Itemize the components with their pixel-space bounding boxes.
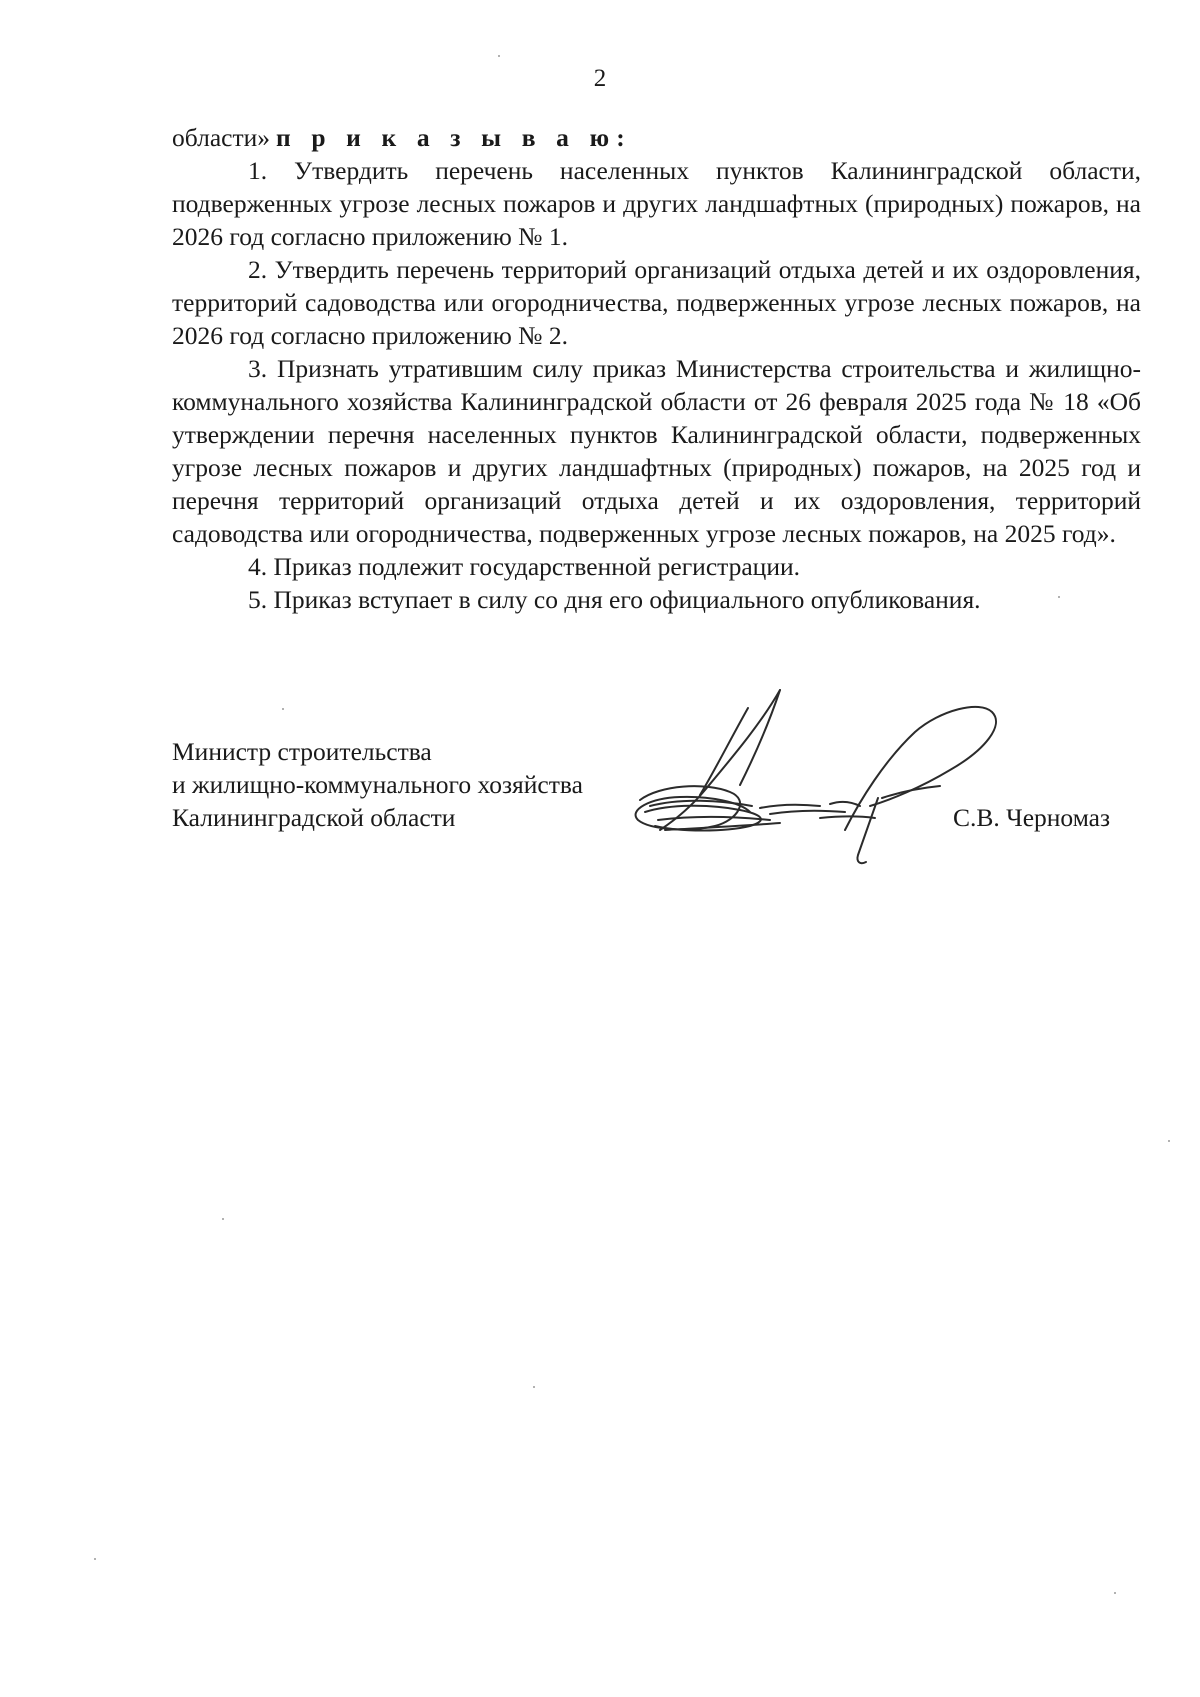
scan-speck bbox=[1168, 1140, 1170, 1142]
order-item-3: 3. Признать утратившим силу приказ Министерства строительства и жилищно-коммунального хозяйства Калининградской области от 26 февраля 2025 года № 18 «Об утверждении перечня населенных пунктов Калининградской области, подверженных угрозе лесных пожаров и других ландшафтных (природных) пожаров, на 2025 год и перечня территорий организаций отдыха детей и их оздоровления, территорий садоводства или огородничества, подверженных угрозе лесных пожаров, на 2025 год». bbox=[172, 354, 1141, 548]
position-line-1: Министр строительства bbox=[172, 737, 432, 766]
intro-emphasis: п р и к а з ы в а ю: bbox=[276, 123, 632, 152]
order-body bbox=[172, 121, 1141, 616]
scan-speck bbox=[222, 1218, 224, 1220]
order-item-4: 4. Приказ подлежит государственной регистрации. bbox=[248, 552, 800, 581]
order-item-1: 1. Утвердить перечень населенных пунктов Калининградской области, подверженных угрозе лесных пожаров и других ландшафтных (природных) пожаров, на 2026 год согласно приложению № 1. bbox=[172, 156, 1141, 251]
scan-speck bbox=[94, 1558, 96, 1560]
scan-speck bbox=[282, 708, 284, 710]
scan-speck bbox=[1114, 1592, 1116, 1594]
position-line-3: Калининградской области bbox=[172, 803, 456, 832]
handwritten-signature bbox=[620, 680, 1010, 880]
order-intro bbox=[172, 121, 1141, 154]
order-item-2: 2. Утвердить перечень территорий организаций отдыха детей и их оздоровления, территорий садоводства или огородничества, подверженных угрозе лесных пожаров, на 2026 год согласно приложению № 2. bbox=[172, 255, 1141, 350]
signatory-name: С.В. Черномаз bbox=[953, 803, 1111, 832]
scan-speck bbox=[533, 1386, 535, 1388]
scan-speck bbox=[498, 55, 500, 57]
order-item-5: 5. Приказ вступает в силу со дня его официального опубликования. bbox=[248, 585, 981, 614]
intro-prefix: области» bbox=[172, 123, 270, 152]
page-number: 2 bbox=[593, 65, 607, 92]
signatory-position bbox=[172, 735, 583, 834]
position-line-2: и жилищно-коммунального хозяйства bbox=[172, 770, 583, 799]
scan-speck bbox=[1058, 596, 1060, 598]
